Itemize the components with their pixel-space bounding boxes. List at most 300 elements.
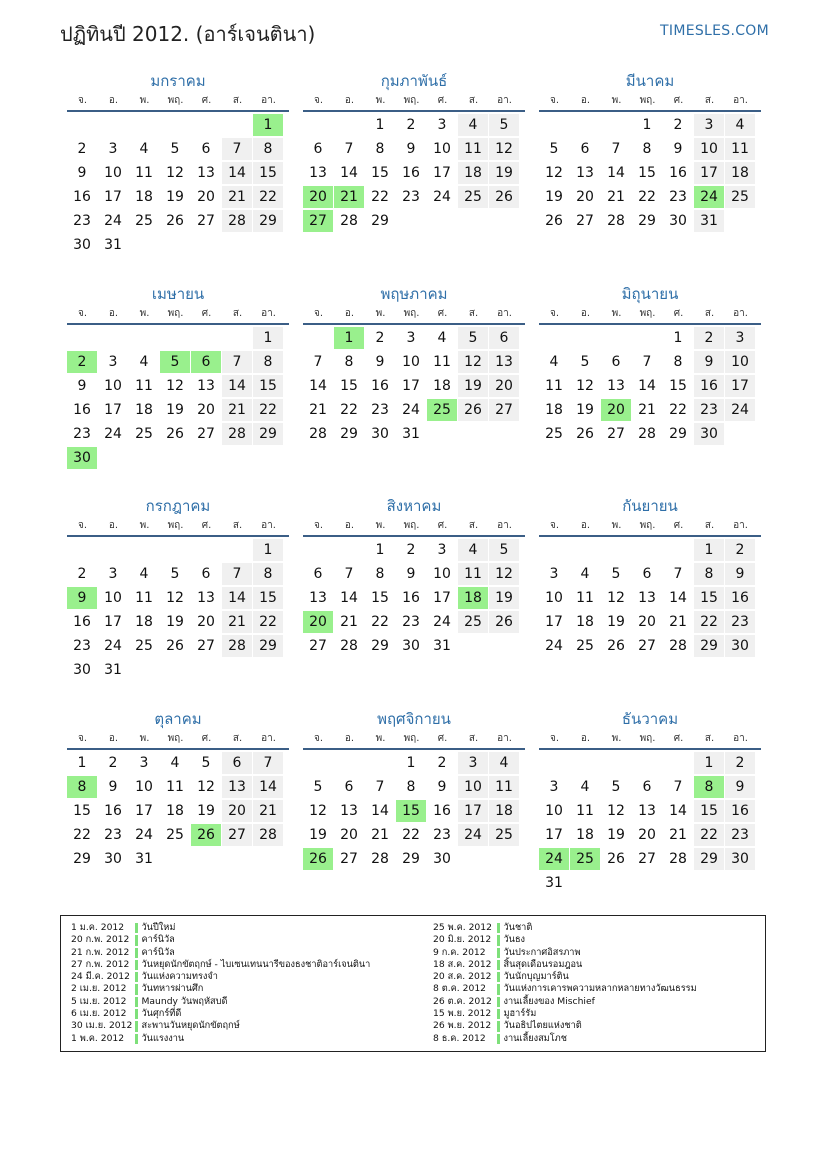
month-block	[303, 495, 525, 659]
legend-row	[433, 947, 753, 959]
weekday-label: พฤ.	[403, 733, 420, 744]
weekday-label: อา.	[733, 520, 748, 531]
weekday-label: อ.	[108, 308, 119, 319]
day-cell: 16	[73, 402, 91, 418]
day-cell: 27	[489, 399, 519, 421]
holiday-day-cell: 20	[303, 611, 333, 633]
month-name: มีนาคม	[625, 72, 675, 90]
legend-marker	[497, 972, 500, 982]
weekday-label: พฤ.	[639, 520, 656, 531]
day-cell: 6	[489, 327, 519, 349]
day-grid	[303, 114, 525, 234]
day-cell: 14	[607, 165, 625, 181]
day-cell: 7	[313, 354, 323, 370]
day-cell: 18	[489, 800, 519, 822]
legend-date: 20 ส.ค. 2012	[433, 971, 492, 983]
day-cell: 13	[576, 165, 594, 181]
weekday-label: พ.	[375, 520, 386, 531]
day-cell: 11	[576, 590, 594, 606]
day-cell: 6	[201, 566, 211, 582]
month-name: กันยายน	[622, 497, 678, 515]
day-cell: 19	[197, 803, 215, 819]
day-cell: 27	[197, 638, 215, 654]
day-cell: 15	[73, 803, 91, 819]
day-cell: 3	[694, 114, 724, 136]
day-cell: 21	[222, 611, 252, 633]
weekday-label: พฤ.	[403, 308, 420, 319]
day-cell: 21	[669, 614, 687, 630]
day-cell: 26	[458, 399, 488, 421]
day-cell: 6	[313, 566, 323, 582]
day-cell: 8	[642, 141, 652, 157]
weekday-label: อ.	[580, 733, 591, 744]
day-cell: 4	[139, 566, 149, 582]
day-cell: 16	[73, 614, 91, 630]
legend-holiday-name: วันแห่งการเคารพความหลากหลายทางวัฒนธรรม	[503, 983, 697, 995]
weekday-header	[67, 517, 289, 537]
day-cell: 9	[406, 141, 416, 157]
day-cell: 18	[135, 189, 153, 205]
day-cell: 20	[576, 189, 594, 205]
day-cell: 23	[402, 614, 420, 630]
weekday-label: จ.	[313, 520, 324, 531]
legend-marker	[135, 923, 138, 933]
legend-row	[71, 1020, 433, 1032]
day-cell: 6	[344, 779, 354, 795]
day-cell: 26	[545, 213, 563, 229]
day-cell: 12	[489, 563, 519, 585]
legend-holiday-name: วันอธิปไตยแห่งชาติ	[503, 1020, 582, 1032]
day-cell: 30	[73, 662, 91, 678]
day-cell: 14	[253, 776, 283, 798]
day-cell: 24	[725, 399, 755, 421]
day-cell: 29	[340, 426, 358, 442]
month-block	[303, 283, 525, 447]
day-cell: 16	[73, 189, 91, 205]
day-cell: 5	[458, 327, 488, 349]
weekday-label: จ.	[77, 308, 88, 319]
day-cell: 11	[545, 378, 563, 394]
month-name: ตุลาคม	[154, 710, 202, 728]
day-cell: 17	[545, 614, 563, 630]
day-cell: 16	[402, 165, 420, 181]
legend-date: 24 มี.ค. 2012	[71, 971, 130, 983]
day-cell: 28	[669, 638, 687, 654]
weekday-label: ศ.	[201, 520, 212, 531]
weekday-label: ศ.	[673, 95, 684, 106]
day-cell: 3	[406, 330, 416, 346]
day-cell: 12	[309, 803, 327, 819]
day-cell: 18	[433, 378, 451, 394]
day-cell: 11	[135, 590, 153, 606]
day-cell: 22	[73, 827, 91, 843]
day-cell: 27	[340, 851, 358, 867]
day-cell: 18	[545, 402, 563, 418]
day-cell: 29	[371, 213, 389, 229]
day-cell: 15	[371, 590, 389, 606]
day-cell: 11	[135, 378, 153, 394]
holiday-day-cell: 15	[396, 800, 426, 822]
day-cell: 30	[73, 237, 91, 253]
weekday-label: พฤ.	[167, 95, 184, 106]
day-cell: 20	[340, 827, 358, 843]
day-cell: 5	[170, 141, 180, 157]
day-cell: 6	[580, 141, 590, 157]
day-cell: 28	[669, 851, 687, 867]
day-cell: 10	[433, 566, 451, 582]
day-cell: 14	[340, 590, 358, 606]
weekday-label: อา.	[733, 308, 748, 319]
day-cell: 19	[545, 189, 563, 205]
day-cell: 25	[545, 426, 563, 442]
legend-holiday-name: Maundy วันพฤหัสบดี	[141, 995, 228, 1007]
weekday-label: พฤ.	[167, 308, 184, 319]
weekday-label: อา.	[733, 733, 748, 744]
weekday-label: ศ.	[437, 520, 448, 531]
day-cell: 14	[222, 587, 252, 609]
day-cell: 8	[375, 566, 385, 582]
day-cell: 18	[576, 827, 594, 843]
day-cell: 5	[170, 566, 180, 582]
legend-marker	[135, 1034, 138, 1044]
legend-holiday-name: มูฮาร์รัม	[503, 1008, 537, 1020]
day-cell: 23	[433, 827, 451, 843]
day-cell: 28	[222, 423, 252, 445]
month-block	[67, 70, 289, 258]
legend-holiday-name: วันปีใหม่	[141, 922, 176, 933]
day-cell: 19	[458, 375, 488, 397]
day-cell: 24	[433, 614, 451, 630]
day-cell: 23	[669, 189, 687, 205]
holiday-day-cell: 9	[67, 587, 97, 609]
day-cell: 24	[545, 638, 563, 654]
month-block	[303, 70, 525, 234]
day-cell: 12	[607, 803, 625, 819]
day-grid	[539, 327, 761, 447]
day-cell: 15	[638, 165, 656, 181]
day-cell: 23	[725, 824, 755, 846]
legend-date: 20 ก.พ. 2012	[71, 934, 130, 946]
day-cell: 21	[340, 614, 358, 630]
holiday-day-cell: 6	[191, 351, 221, 373]
day-cell: 10	[135, 779, 153, 795]
day-cell: 16	[433, 803, 451, 819]
legend-marker	[135, 997, 138, 1007]
legend-marker	[135, 1021, 138, 1031]
day-cell: 12	[166, 165, 184, 181]
day-cell: 29	[694, 848, 724, 870]
legend-holiday-name: วันหยุดนักขัตฤกษ์ - ไบเซนเทนนารีของธงชาติอาร์เจนตินา	[141, 958, 371, 970]
legend-date: 26 พ.ย. 2012	[433, 1020, 492, 1032]
day-cell: 18	[576, 614, 594, 630]
weekday-label: พ.	[139, 95, 150, 106]
day-cell: 5	[611, 566, 621, 582]
day-cell: 21	[309, 402, 327, 418]
day-cell: 1	[375, 117, 385, 133]
day-cell: 22	[340, 402, 358, 418]
day-cell: 23	[402, 189, 420, 205]
day-cell: 15	[253, 587, 283, 609]
day-cell: 13	[197, 378, 215, 394]
day-cell: 9	[694, 351, 724, 373]
day-cell: 9	[406, 566, 416, 582]
weekday-label: อ.	[344, 95, 355, 106]
day-cell: 15	[253, 375, 283, 397]
weekday-label: จ.	[77, 733, 88, 744]
day-cell: 12	[166, 590, 184, 606]
day-cell: 11	[725, 138, 755, 160]
weekday-label: พ.	[139, 733, 150, 744]
legend-row	[433, 996, 753, 1008]
day-cell: 7	[344, 566, 354, 582]
weekday-label: อ.	[580, 520, 591, 531]
day-cell: 30	[104, 851, 122, 867]
day-cell: 3	[139, 755, 149, 771]
day-cell: 22	[371, 189, 389, 205]
weekday-label: อ.	[108, 733, 119, 744]
day-cell: 30	[402, 638, 420, 654]
day-cell: 17	[545, 827, 563, 843]
day-cell: 15	[371, 165, 389, 181]
legend-row	[71, 983, 433, 995]
weekday-label: ศ.	[437, 733, 448, 744]
day-cell: 31	[104, 662, 122, 678]
day-cell: 24	[402, 402, 420, 418]
weekday-label: จ.	[549, 95, 560, 106]
day-cell: 20	[197, 402, 215, 418]
day-cell: 3	[108, 141, 118, 157]
day-cell: 4	[489, 752, 519, 774]
legend-holiday-name: วันแรงงาน	[141, 1032, 185, 1044]
day-cell: 5	[549, 141, 559, 157]
day-cell: 21	[222, 399, 252, 421]
weekday-label: จ.	[313, 95, 324, 106]
day-cell: 19	[166, 402, 184, 418]
legend-row	[71, 971, 433, 983]
day-cell: 21	[222, 186, 252, 208]
day-cell: 6	[222, 752, 252, 774]
day-cell: 19	[166, 189, 184, 205]
day-cell: 9	[673, 141, 683, 157]
day-cell: 20	[197, 614, 215, 630]
day-cell: 10	[694, 138, 724, 160]
day-cell: 12	[576, 378, 594, 394]
day-cell: 10	[104, 590, 122, 606]
day-cell: 26	[607, 638, 625, 654]
day-cell: 26	[166, 213, 184, 229]
day-cell: 6	[642, 566, 652, 582]
day-cell: 8	[344, 354, 354, 370]
day-cell: 7	[611, 141, 621, 157]
day-cell: 30	[725, 635, 755, 657]
legend-date: 5 เม.ย. 2012	[71, 995, 127, 1007]
weekday-label: ส.	[468, 520, 479, 531]
weekday-label: ส.	[704, 95, 715, 106]
weekday-label: พ.	[375, 95, 386, 106]
day-cell: 3	[437, 542, 447, 558]
day-cell: 17	[135, 803, 153, 819]
day-cell: 25	[725, 186, 755, 208]
legend-row	[71, 1033, 433, 1045]
day-cell: 23	[725, 611, 755, 633]
holiday-day-cell: 2	[67, 351, 97, 373]
day-cell: 30	[725, 848, 755, 870]
day-cell: 11	[576, 803, 594, 819]
day-grid	[539, 752, 761, 896]
month-name: ธันวาคม	[621, 710, 679, 728]
day-cell: 2	[437, 755, 447, 771]
weekday-label: อา.	[261, 520, 276, 531]
weekday-header	[303, 517, 525, 537]
holiday-day-cell: 5	[160, 351, 190, 373]
day-cell: 7	[222, 563, 252, 585]
day-cell: 15	[340, 378, 358, 394]
weekday-label: จ.	[313, 308, 324, 319]
day-cell: 5	[580, 354, 590, 370]
month-block	[67, 283, 289, 471]
day-cell: 2	[673, 117, 683, 133]
legend-date: 8 ธ.ค. 2012	[433, 1032, 486, 1044]
day-cell: 20	[222, 800, 252, 822]
weekday-header	[303, 92, 525, 112]
legend-row	[433, 934, 753, 946]
weekday-label: อ.	[580, 308, 591, 319]
day-cell: 22	[253, 399, 283, 421]
legend-holiday-name: สะพานวันหยุดนักขัตฤกษ์	[141, 1020, 240, 1032]
day-cell: 13	[607, 378, 625, 394]
day-cell: 27	[197, 213, 215, 229]
legend-marker	[497, 960, 500, 970]
weekday-label: พ.	[375, 308, 386, 319]
day-cell: 25	[135, 638, 153, 654]
day-cell: 10	[402, 354, 420, 370]
day-cell: 24	[104, 213, 122, 229]
day-cell: 28	[309, 426, 327, 442]
day-cell: 24	[433, 189, 451, 205]
weekday-label: ส.	[468, 95, 479, 106]
day-cell: 4	[725, 114, 755, 136]
day-cell: 9	[108, 779, 118, 795]
day-cell: 1	[253, 327, 283, 349]
day-cell: 3	[437, 117, 447, 133]
day-cell: 22	[694, 824, 724, 846]
weekday-header	[303, 730, 525, 750]
day-cell: 17	[104, 614, 122, 630]
holiday-day-cell: 25	[427, 399, 457, 421]
day-cell: 20	[197, 189, 215, 205]
weekday-label: ศ.	[673, 308, 684, 319]
day-cell: 22	[253, 186, 283, 208]
day-cell: 20	[489, 375, 519, 397]
weekday-label: พ.	[611, 733, 622, 744]
weekday-label: ศ.	[437, 95, 448, 106]
day-cell: 8	[253, 351, 283, 373]
month-block	[67, 495, 289, 683]
day-cell: 7	[673, 566, 683, 582]
day-cell: 25	[489, 824, 519, 846]
day-cell: 25	[458, 611, 488, 633]
day-cell: 26	[166, 638, 184, 654]
weekday-label: จ.	[77, 95, 88, 106]
weekday-label: อา.	[497, 733, 512, 744]
weekday-header	[67, 730, 289, 750]
day-cell: 9	[437, 779, 447, 795]
holiday-day-cell: 20	[303, 186, 333, 208]
brand-link[interactable]: TIMESLES.COM	[660, 23, 769, 39]
page-title: ปฏิทินปี 2012. (อาร์เจนตินา)	[60, 22, 316, 46]
weekday-label: พฤ.	[167, 520, 184, 531]
day-cell: 13	[340, 803, 358, 819]
legend-row	[71, 947, 433, 959]
weekday-label: พฤ.	[639, 308, 656, 319]
day-cell: 28	[222, 210, 252, 232]
day-cell: 28	[607, 213, 625, 229]
day-cell: 27	[638, 638, 656, 654]
day-cell: 9	[77, 378, 87, 394]
day-cell: 19	[309, 827, 327, 843]
day-cell: 10	[104, 378, 122, 394]
day-cell: 4	[437, 330, 447, 346]
day-cell: 29	[253, 423, 283, 445]
day-cell: 10	[545, 590, 563, 606]
day-grid	[303, 539, 525, 659]
legend-date: 15 พ.ย. 2012	[433, 1008, 492, 1020]
day-cell: 11	[489, 776, 519, 798]
day-cell: 1	[694, 752, 724, 774]
day-cell: 30	[669, 213, 687, 229]
day-cell: 22	[253, 611, 283, 633]
day-cell: 23	[73, 426, 91, 442]
legend-date: 8 ต.ค. 2012	[433, 983, 487, 995]
day-grid	[303, 327, 525, 447]
day-cell: 21	[253, 800, 283, 822]
day-cell: 11	[458, 563, 488, 585]
legend-row	[71, 1008, 433, 1020]
day-cell: 16	[371, 378, 389, 394]
legend-holiday-name: วันแห่งความทรงจำ	[141, 971, 218, 983]
day-cell: 28	[222, 635, 252, 657]
weekday-label: พฤ.	[639, 733, 656, 744]
holiday-day-cell: 26	[303, 848, 333, 870]
legend-column-right	[433, 922, 753, 1045]
holiday-day-cell: 20	[601, 399, 631, 421]
legend-row	[433, 922, 753, 934]
day-cell: 3	[549, 566, 559, 582]
day-cell: 14	[222, 162, 252, 184]
weekday-label: อ.	[580, 95, 591, 106]
legend-holiday-name: วันชาติ	[503, 922, 533, 933]
day-cell: 16	[725, 587, 755, 609]
day-cell: 13	[309, 590, 327, 606]
day-cell: 17	[104, 189, 122, 205]
weekday-label: พ.	[611, 95, 622, 106]
day-cell: 30	[433, 851, 451, 867]
legend-row	[71, 959, 433, 971]
day-cell: 19	[607, 614, 625, 630]
weekday-label: ส.	[704, 520, 715, 531]
day-cell: 29	[669, 426, 687, 442]
day-cell: 19	[489, 587, 519, 609]
day-cell: 13	[309, 165, 327, 181]
day-cell: 7	[222, 351, 252, 373]
day-cell: 20	[638, 827, 656, 843]
legend-marker	[497, 1021, 500, 1031]
day-cell: 5	[611, 779, 621, 795]
holiday-day-cell: 21	[334, 186, 364, 208]
weekday-label: อา.	[261, 308, 276, 319]
day-cell: 27	[607, 426, 625, 442]
day-cell: 31	[135, 851, 153, 867]
